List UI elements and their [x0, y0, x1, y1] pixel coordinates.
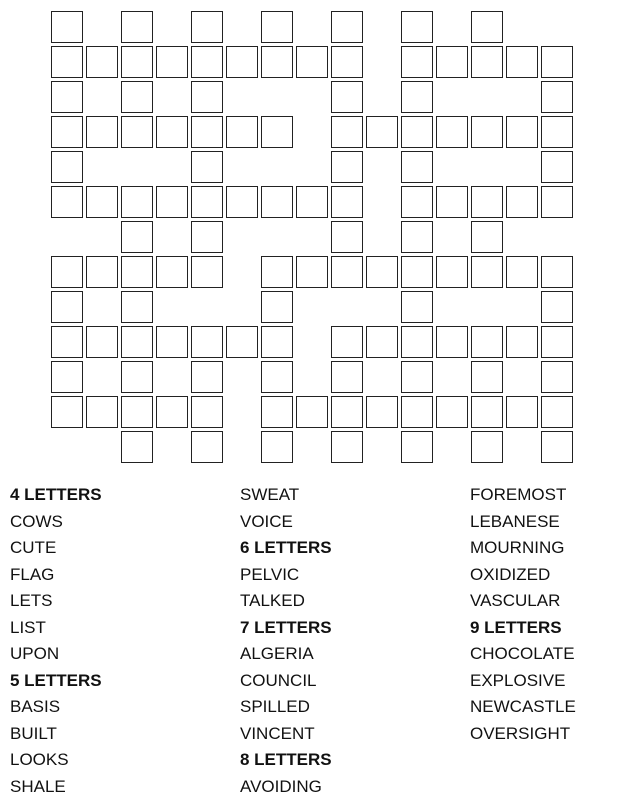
grid-cell[interactable] [331, 11, 363, 43]
word-list-item: BASIS [10, 697, 61, 716]
grid-cell[interactable] [506, 256, 538, 288]
grid-cell[interactable] [506, 396, 538, 428]
word-list-column-1 [10, 482, 230, 800]
grid-cell[interactable] [191, 221, 223, 253]
grid-cell[interactable] [401, 256, 433, 288]
grid-cell[interactable] [471, 431, 503, 463]
word-list-item: FOREMOST [470, 485, 567, 504]
grid-cell[interactable] [121, 291, 153, 323]
grid-cell[interactable] [541, 151, 573, 183]
grid-cell[interactable] [366, 116, 398, 148]
grid-cell[interactable] [471, 116, 503, 148]
grid-cell[interactable] [51, 396, 83, 428]
grid-cell[interactable] [401, 431, 433, 463]
grid-cell[interactable] [471, 186, 503, 218]
word-list-item: SWEAT [240, 485, 300, 504]
grid-cell[interactable] [261, 396, 293, 428]
grid-cell[interactable] [51, 11, 83, 43]
word-length-header: 4 LETTERS [10, 485, 102, 504]
word-list-item: OXIDIZED [470, 564, 551, 584]
grid-cell[interactable] [51, 291, 83, 323]
grid-cell[interactable] [226, 46, 258, 78]
word-list-item: VOICE [240, 511, 293, 531]
word-list-item: ALGERIA [240, 644, 314, 663]
grid-cell[interactable] [51, 46, 83, 78]
grid-cell[interactable] [121, 116, 153, 148]
grid-cell[interactable] [436, 116, 468, 148]
grid-cell[interactable] [401, 326, 433, 358]
word-length-header: 9 LETTERS [470, 617, 562, 637]
grid-cell[interactable] [51, 186, 83, 218]
word-list-item: VASCULAR [470, 591, 561, 610]
grid-cell[interactable] [261, 361, 293, 393]
grid-cell[interactable] [401, 361, 433, 393]
word-list-item: BUILT [10, 723, 57, 743]
word-list-item: COWS [10, 511, 63, 531]
grid-cell[interactable] [261, 116, 293, 148]
grid-cell[interactable] [401, 291, 433, 323]
grid-cell[interactable] [191, 116, 223, 148]
grid-cell[interactable] [86, 256, 118, 288]
word-list-item: CUTE [10, 538, 57, 557]
word-list-item: UPON [10, 644, 60, 663]
grid-cell[interactable] [51, 81, 83, 113]
grid-cell[interactable] [296, 256, 328, 288]
word-list-item: LOOKS [10, 750, 69, 769]
grid-cell[interactable] [541, 46, 573, 78]
grid-cell[interactable] [121, 81, 153, 113]
grid-cell[interactable] [191, 151, 223, 183]
grid-cell[interactable] [261, 186, 293, 218]
word-list-item: VINCENT [240, 723, 315, 743]
word-list-item: AVOIDING [240, 776, 322, 796]
grid-cell[interactable] [541, 116, 573, 148]
word-list-item: LETS [10, 591, 53, 610]
grid-cell[interactable] [401, 151, 433, 183]
grid-cell[interactable] [366, 326, 398, 358]
grid-cell[interactable] [156, 326, 188, 358]
word-list-item: LEBANESE [470, 511, 560, 531]
grid-cell[interactable] [121, 396, 153, 428]
grid-cell[interactable] [471, 46, 503, 78]
grid-cell[interactable] [401, 186, 433, 218]
grid-cell[interactable] [541, 431, 573, 463]
grid-cell[interactable] [51, 361, 83, 393]
grid-cell[interactable] [331, 116, 363, 148]
word-list-item: TALKED [240, 591, 305, 610]
grid-cell[interactable] [366, 256, 398, 288]
grid-cell[interactable] [401, 396, 433, 428]
grid-cell[interactable] [261, 431, 293, 463]
grid-cell[interactable] [331, 256, 363, 288]
grid-cell[interactable] [331, 361, 363, 393]
grid-cell[interactable] [401, 221, 433, 253]
grid-cell[interactable] [86, 46, 118, 78]
grid-cell[interactable] [401, 11, 433, 43]
grid-cell[interactable] [296, 396, 328, 428]
grid-cell[interactable] [191, 431, 223, 463]
grid-cell[interactable] [51, 116, 83, 148]
grid-cell[interactable] [366, 396, 398, 428]
grid-cell[interactable] [401, 116, 433, 148]
grid-cell[interactable] [121, 431, 153, 463]
word-list-column-3 [470, 482, 622, 747]
grid-cell[interactable] [156, 396, 188, 428]
grid-cell[interactable] [436, 326, 468, 358]
grid-cell[interactable] [226, 116, 258, 148]
grid-cell[interactable] [121, 326, 153, 358]
grid-cell[interactable] [296, 46, 328, 78]
word-list-item: LIST [10, 617, 46, 637]
grid-cell[interactable] [331, 46, 363, 78]
grid-cell[interactable] [121, 256, 153, 288]
grid-cell[interactable] [86, 326, 118, 358]
grid-cell[interactable] [541, 81, 573, 113]
grid-cell[interactable] [191, 396, 223, 428]
grid-cell[interactable] [191, 11, 223, 43]
grid-cell[interactable] [261, 11, 293, 43]
grid-cell[interactable] [121, 361, 153, 393]
grid-cell[interactable] [401, 46, 433, 78]
word-length-header: 5 LETTERS [10, 670, 102, 690]
word-list-item: PELVIC [240, 564, 300, 584]
grid-cell[interactable] [541, 291, 573, 323]
grid-cell[interactable] [331, 221, 363, 253]
grid-cell[interactable] [436, 396, 468, 428]
grid-cell[interactable] [191, 326, 223, 358]
grid-cell[interactable] [541, 396, 573, 428]
grid-cell[interactable] [226, 186, 258, 218]
grid-cell[interactable] [191, 186, 223, 218]
grid-cell[interactable] [121, 46, 153, 78]
word-list-item: OVERSIGHT [470, 723, 571, 743]
grid-cell[interactable] [191, 46, 223, 78]
grid-cell[interactable] [191, 361, 223, 393]
grid-cell[interactable] [156, 46, 188, 78]
grid-cell[interactable] [156, 116, 188, 148]
grid-cell[interactable] [51, 326, 83, 358]
grid-cell[interactable] [331, 81, 363, 113]
grid-cell[interactable] [506, 186, 538, 218]
grid-cell[interactable] [436, 186, 468, 218]
grid-cell[interactable] [541, 256, 573, 288]
grid-cell[interactable] [401, 81, 433, 113]
grid-cell[interactable] [541, 326, 573, 358]
grid-cell[interactable] [121, 11, 153, 43]
grid-cell[interactable] [296, 186, 328, 218]
grid-cell[interactable] [471, 396, 503, 428]
grid-cell[interactable] [331, 186, 363, 218]
grid-cell[interactable] [191, 256, 223, 288]
word-length-header: 7 LETTERS [240, 617, 332, 637]
grid-cell[interactable] [541, 361, 573, 393]
word-length-header: 6 LETTERS [240, 538, 332, 557]
grid-cell[interactable] [471, 361, 503, 393]
grid-cell[interactable] [121, 221, 153, 253]
grid-cell[interactable] [86, 116, 118, 148]
grid-cell[interactable] [121, 186, 153, 218]
grid-cell[interactable] [156, 186, 188, 218]
grid-cell[interactable] [51, 256, 83, 288]
grid-cell[interactable] [506, 46, 538, 78]
grid-cell[interactable] [436, 46, 468, 78]
grid-cell[interactable] [261, 46, 293, 78]
grid-cell[interactable] [436, 256, 468, 288]
word-list-item: SPILLED [240, 697, 310, 716]
grid-cell[interactable] [86, 396, 118, 428]
grid-cell[interactable] [156, 256, 188, 288]
grid-cell[interactable] [261, 256, 293, 288]
word-list-item: EXPLOSIVE [470, 670, 566, 690]
grid-cell[interactable] [506, 326, 538, 358]
word-length-header: 8 LETTERS [240, 750, 332, 769]
grid-cell[interactable] [471, 11, 503, 43]
grid-cell[interactable] [51, 151, 83, 183]
grid-cell[interactable] [226, 326, 258, 358]
word-list-item: MOURNING [470, 538, 565, 557]
grid-cell[interactable] [331, 396, 363, 428]
grid-cell[interactable] [261, 326, 293, 358]
grid-cell[interactable] [261, 291, 293, 323]
grid-cell[interactable] [471, 256, 503, 288]
grid-cell[interactable] [506, 116, 538, 148]
grid-cell[interactable] [331, 326, 363, 358]
word-list-item: COUNCIL [240, 670, 317, 690]
grid-cell[interactable] [191, 81, 223, 113]
grid-cell[interactable] [471, 221, 503, 253]
word-list-item: NEWCASTLE [470, 697, 576, 716]
word-list-item: CHOCOLATE [470, 644, 575, 663]
grid-cell[interactable] [331, 431, 363, 463]
grid-cell[interactable] [331, 151, 363, 183]
word-list-item: SHALE [10, 776, 66, 796]
word-list-item: FLAG [10, 564, 55, 584]
grid-cell[interactable] [471, 326, 503, 358]
word-list-column-2 [240, 482, 460, 800]
grid-cell[interactable] [86, 186, 118, 218]
grid-cell[interactable] [541, 186, 573, 218]
